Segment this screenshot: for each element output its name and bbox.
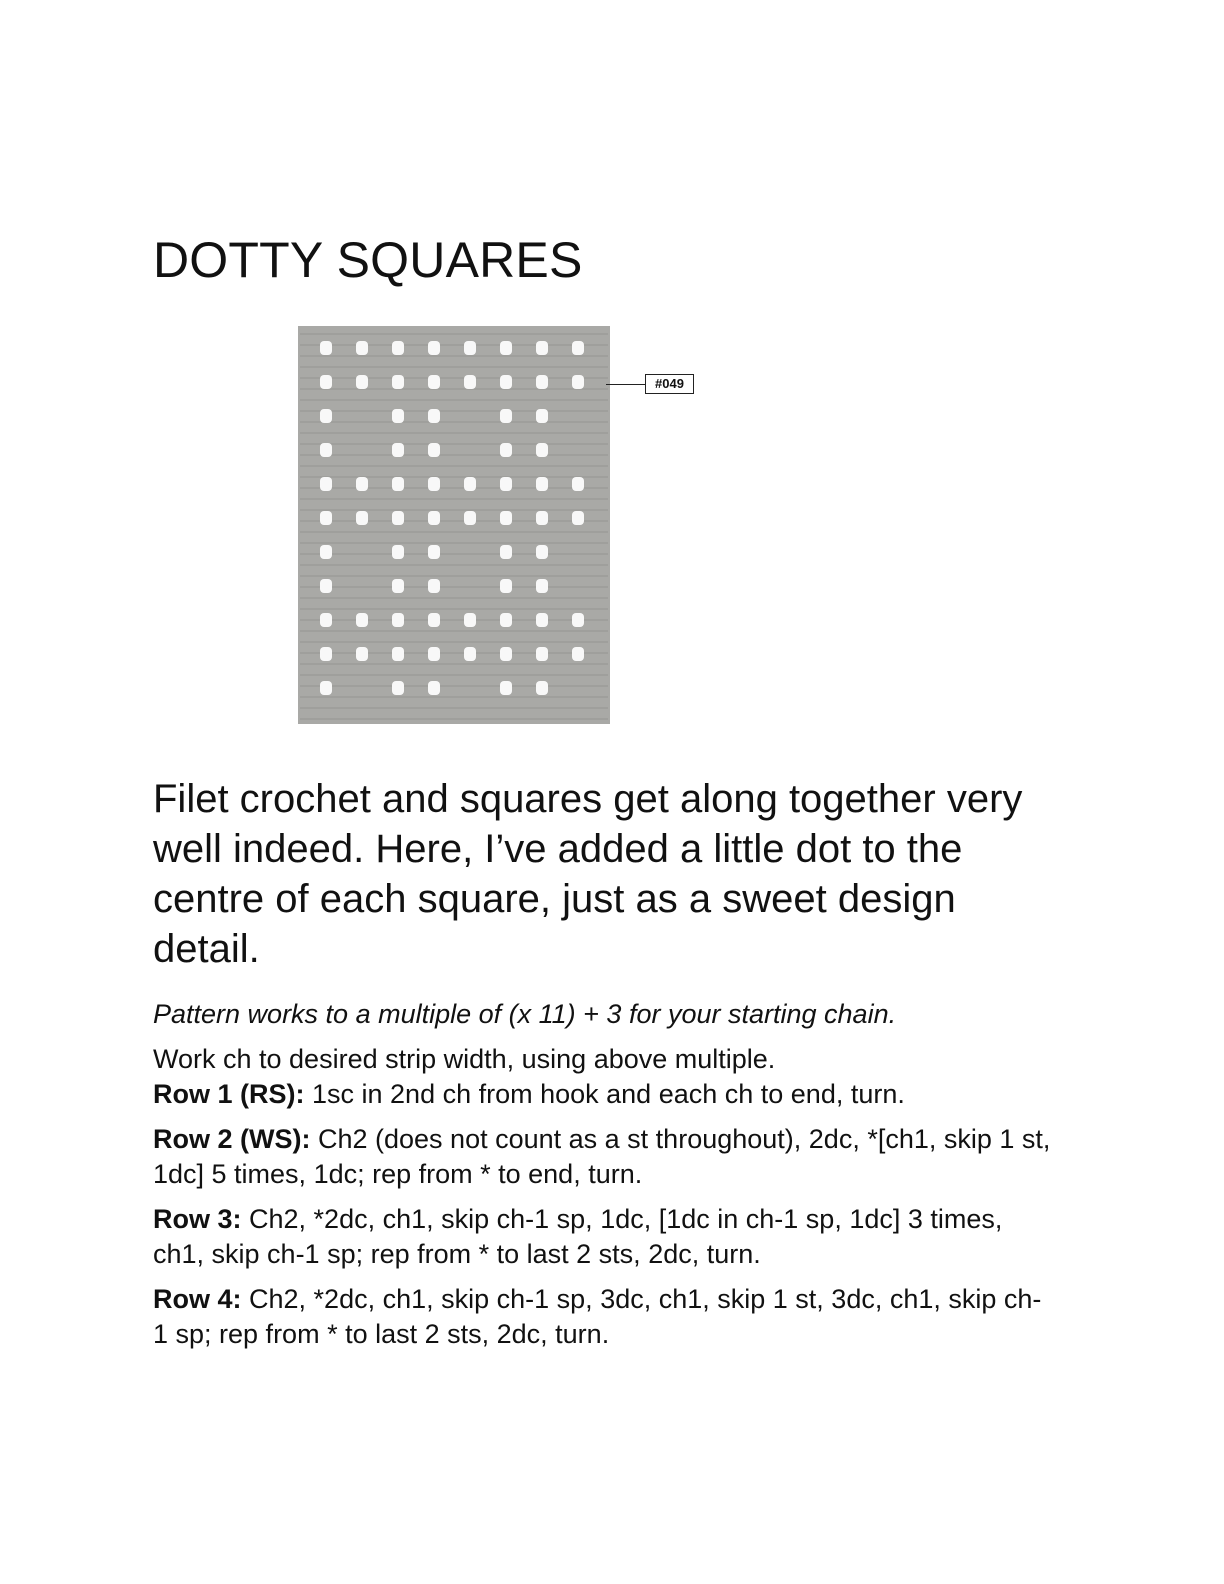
row-instruction [153,1202,1053,1272]
row-instruction [153,1077,1053,1112]
swatch-image [296,326,616,726]
swatch-label: #049 [645,374,694,394]
setup-instruction: Work ch to desired strip width, using above multiple. [153,1044,776,1074]
row-text: Ch2, *2dc, ch1, skip ch-1 sp, 3dc, ch1, skip 1 st, 3dc, ch1, skip ch-1 sp; rep from * to last 2 sts, 2dc, turn. [153,1284,1042,1349]
row-text: Ch2 (does not count as a st throughout), 2dc, *[ch1, skip 1 st, 1dc] 5 times, 1dc; rep from * to end, turn. [153,1124,1051,1189]
pattern-instructions [153,997,1053,1352]
swatch-label-leader [606,384,646,385]
row-label: Row 3: [153,1204,242,1234]
intro-paragraph: Filet crochet and squares get along together very well indeed. Here, I’ve added a little dot to the centre of each square, just as a sweet design detail. [153,777,1023,971]
row-label: Row 1 (RS): [153,1079,305,1109]
row-text: Ch2, *2dc, ch1, skip ch-1 sp, 1dc, [1dc in ch-1 sp, 1dc] 3 times, ch1, skip ch-1 sp; rep from * to last 2 sts, 2dc, turn. [153,1204,1003,1269]
row-label: Row 2 (WS): [153,1124,311,1154]
row-instruction [153,1122,1053,1192]
row-text: 1sc in 2nd ch from hook and each ch to end, turn. [304,1079,905,1109]
multiple-note: Pattern works to a multiple of (x 11) + 3 for your starting chain. [153,999,897,1029]
row-label: Row 4: [153,1284,242,1314]
row-instruction [153,1282,1053,1352]
crochet-swatch-photo [296,326,616,726]
page-title: DOTTY SQUARES [153,232,583,288]
